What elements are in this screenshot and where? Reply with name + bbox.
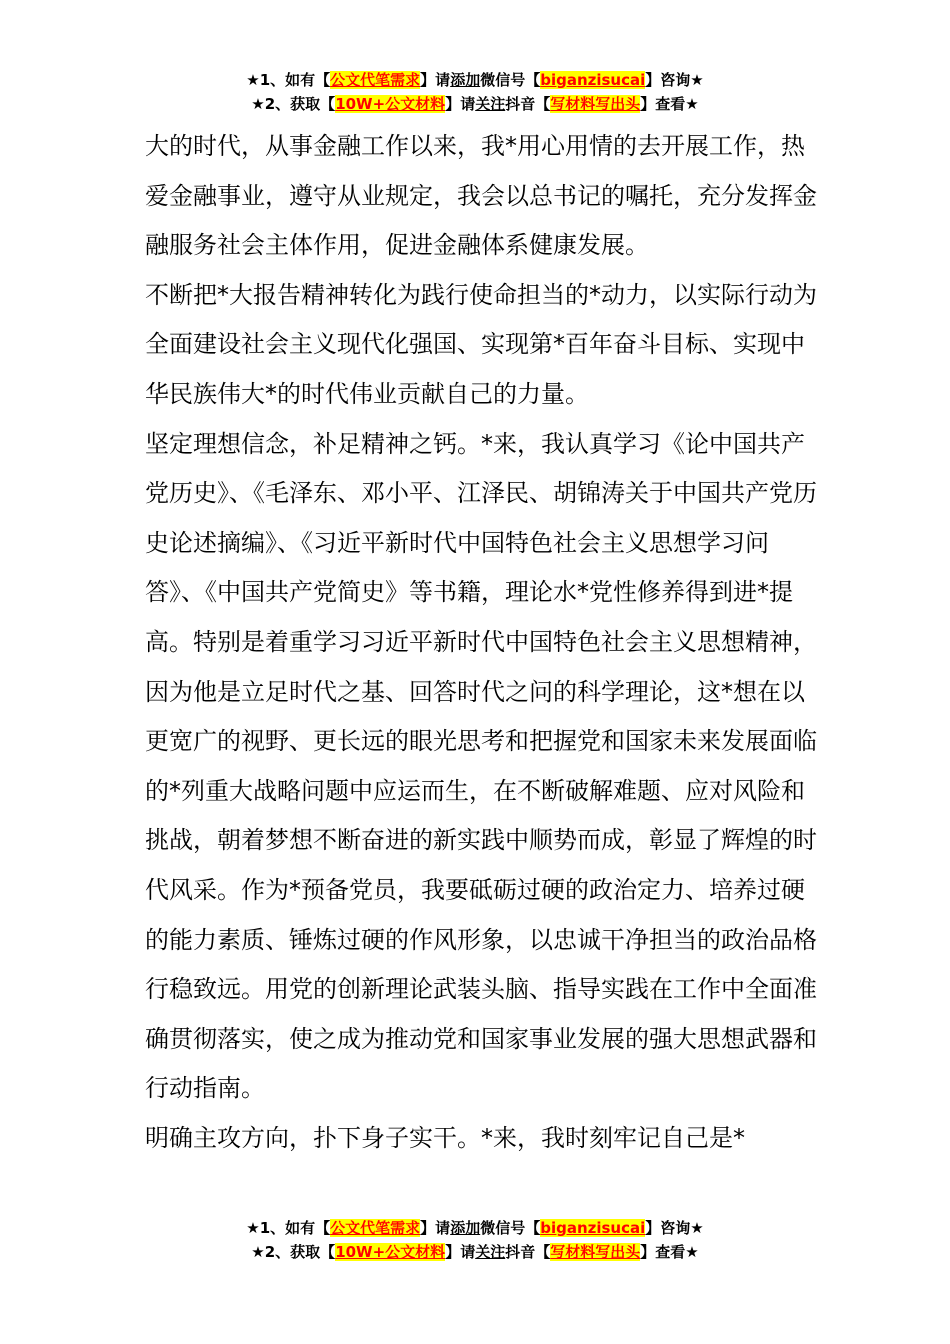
banner-text: 】咨询★ [645,71,704,89]
banner-line-1 [0,1216,950,1240]
banner-text: ★2、获取【 [251,1243,336,1261]
highlight-text: 10W+公文材料 [335,1243,446,1261]
banner-text: 】查看★ [640,1243,699,1261]
banner-text: 抖音【 [505,1243,551,1261]
banner-line-2 [0,92,950,116]
header-banner [0,68,950,116]
underlined-text: 添加 [450,1219,481,1237]
underlined-text: 关注 [475,1243,506,1261]
banner-text: 】查看★ [640,95,699,113]
douyin-account: 写材料写出头 [550,1243,641,1261]
banner-text: ★1、如有【 [246,1219,331,1237]
highlight-text: 公文代笔需求 [330,71,421,89]
douyin-account: 写材料写出头 [550,95,641,113]
paragraph: 大的时代，从事金融工作以来，我*用心用情的去开展工作，热爱金融事业，遵守从业规定，我会以总书记的嘱托，充分发挥金融服务社会主体作用，促进金融体系健康发展。 [145,132,817,260]
banner-text: 】请 [445,95,476,113]
wechat-id: biganzisucai [540,71,646,89]
banner-text: 】请 [445,1243,476,1261]
banner-text: 】请 [420,1219,451,1237]
banner-text: 微信号【 [480,71,541,89]
banner-line-1 [0,68,950,92]
footer-banner [0,1216,950,1264]
banner-line-2 [0,1240,950,1264]
banner-text: 】请 [420,71,451,89]
document-body [145,122,825,1163]
banner-text: ★2、获取【 [251,95,336,113]
banner-text: ★1、如有【 [246,71,331,89]
highlight-text: 公文代笔需求 [330,1219,421,1237]
paragraph: 不断把*大报告精神转化为践行使命担当的*动力，以实际行动为全面建设社会主义现代化强国、实现第*百年奋斗目标、实现中华民族伟大*的时代伟业贡献自己的力量。 [145,280,817,408]
banner-text: 抖音【 [505,95,551,113]
banner-text: 】咨询★ [645,1219,704,1237]
underlined-text: 关注 [475,95,506,113]
banner-text: 微信号【 [480,1219,541,1237]
paragraph: 明确主攻方向，扑下身子实干。*来，我时刻牢记自己是* [145,1123,745,1152]
paragraph: 坚定理想信念，补足精神之钙。*来，我认真学习《论中国共产党历史》、《毛泽东、邓小平、江泽民、胡锦涛关于中国共产党历史论述摘编》、《习近平新时代中国特色社会主义思想学习问答》、《中国共产党简史》等书籍，理论水*党性修养得到进*提高。特别是着重学习习近平新时代中国特色社会主义思想精神，因为他是立足时代之基、回答时代之问的科学理论，这*想在以更宽广的视野、更长远的眼光思考和把握党和国家未来发展面临的*列重大战略问题中应运而生，在不断破解难题、应对风险和挑战，朝着梦想不断奋进的新实践中顺势而成，彰显了辉煌的时代风采。作为*预备党员，我要砥砺过硬的政治定力、培养过硬的能力素质、锤炼过硬的作风形象，以忠诚干净担当的政治品格行稳致远。用党的创新理论武装头脑、指导实践在工作中全面准确贯彻落实，使之成为推动党和国家事业发展的强大思想武器和行动指南。 [145,429,817,1103]
highlight-text: 10W+公文材料 [335,95,446,113]
underlined-text: 添加 [450,71,481,89]
wechat-id: biganzisucai [540,1219,646,1237]
